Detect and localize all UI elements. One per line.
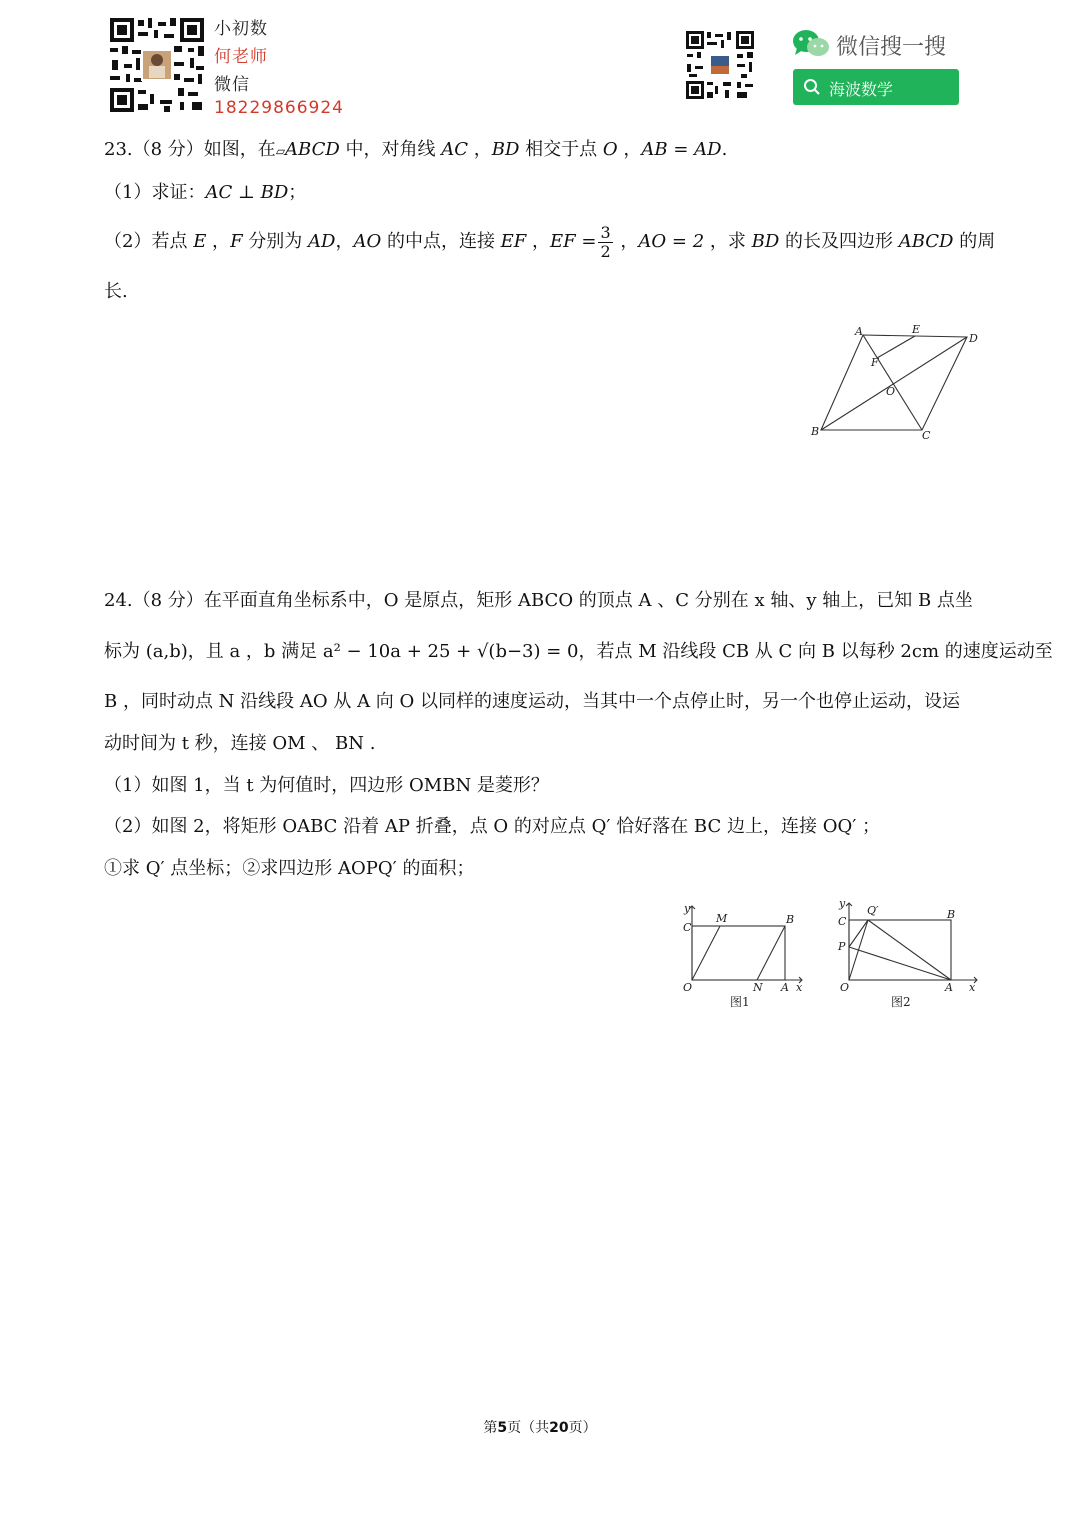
fig24b-label-x: x — [969, 981, 976, 994]
q23-text: . — [721, 139, 728, 160]
q23-text: ， — [526, 231, 551, 252]
q24-line3: B ，同时动点 N 沿线段 AO 从 A 向 O 以同样的速度运动，当其中一个点停止时，另一个也停止运动，设运 — [104, 691, 960, 712]
q23-text: ， — [617, 139, 642, 160]
fig24b-label-a: A — [945, 981, 953, 994]
q23-text: 相交于点 — [519, 139, 603, 160]
q23-text: ，求 — [704, 231, 752, 252]
fig23-label-a: A — [855, 325, 863, 338]
wechat-search-button[interactable] — [793, 69, 959, 105]
fig24a-label-m: M — [716, 912, 728, 925]
q23-abcd: ABCD — [898, 231, 954, 252]
q23-e: E — [193, 231, 207, 252]
q24-line1: 24.（8 分）在平面直角坐标系中，O 是原点，矩形 ABCO 的顶点 A 、C 分别在 x 轴、y 轴上，已知 B 点坐 — [104, 590, 973, 611]
fig23-label-c: C — [922, 429, 931, 442]
q23-o: O — [602, 139, 618, 160]
q24-part1: （1）如图 1，当 t 为何值时，四边形 OMBN 是菱形？ — [104, 775, 549, 796]
q23-text: （2）若点 — [104, 231, 194, 252]
q24-part3: ①求 Q′ 点坐标；②求四边形 AOPQ′ 的面积； — [104, 858, 475, 879]
q23-line1 — [104, 141, 727, 159]
fraction-three-halves — [598, 224, 612, 260]
q23-text: 中，对角线 — [339, 139, 442, 160]
q23-text: ， — [335, 231, 354, 252]
contact-line-phone: 18229866924 — [214, 98, 344, 118]
wechat-search-title: 微信搜一搜 — [836, 35, 947, 60]
q23-part1-eq: AC ⊥ BD — [205, 182, 289, 203]
figure-parallelogram — [805, 322, 985, 447]
q23-bd: BD — [491, 139, 520, 160]
fig24b-label-b: B — [947, 908, 956, 921]
figure-24-2 — [832, 895, 982, 1015]
q23-f: F — [230, 231, 243, 252]
fig24a-label-c: C — [683, 921, 692, 934]
teacher-contact — [214, 14, 344, 122]
fig24a-label-n: N — [753, 981, 763, 994]
fig24a-label-y: y — [684, 902, 691, 915]
footer-page-number: 5 — [497, 1420, 508, 1436]
fig24a-label-b: B — [786, 913, 795, 926]
q24-part2: （2）如图 2，将矩形 OABC 沿着 AP 折叠，点 O 的对应点 Q′ 恰好落在 BC 边上，连接 OQ′ ； — [104, 816, 881, 837]
fig24a-caption: 图1 — [730, 995, 750, 1009]
fig24b-label-p: P — [838, 940, 846, 953]
q23-text: 的长及四边形 — [779, 231, 899, 252]
q23-ab-eq-ad: AB = AD — [641, 139, 722, 160]
q23-part1 — [104, 184, 306, 202]
q23-text: 的中点，连接 — [381, 231, 501, 252]
q23-ef-eq: EF = — [550, 231, 597, 252]
fig24a-label-a: A — [781, 981, 789, 994]
qr-code-right — [685, 30, 755, 100]
q23-text: ， — [468, 139, 492, 160]
q23-part1-label: （1）求证： — [104, 182, 206, 203]
q23-text: ， — [206, 231, 231, 252]
parallelogram-symbol: ▱ — [275, 144, 286, 158]
contact-line-subject: 小初数 — [214, 19, 268, 39]
q23-text: 分别为 — [242, 231, 309, 252]
fraction-numerator: 3 — [600, 222, 611, 242]
q23-bd: BD — [751, 231, 780, 252]
q23-text: ， — [614, 231, 639, 252]
q23-part2 — [104, 220, 995, 264]
footer-total-pages: 20 — [549, 1420, 569, 1436]
fig24a-label-x: x — [796, 981, 803, 994]
q24-line4: 动时间为 t 秒，连接 OM 、 BN . — [104, 733, 376, 754]
fig24b-label-q-prime: Q′ — [867, 904, 879, 917]
wechat-icon — [792, 28, 830, 60]
fig23-label-f: F — [871, 356, 879, 369]
q23-ad: AD — [308, 231, 336, 252]
wechat-search-banner — [792, 26, 962, 106]
footer-post: 页） — [568, 1420, 597, 1436]
figure-24-1 — [676, 900, 806, 1015]
contact-line-wechat: 微信 — [214, 75, 250, 95]
q23-abcd: ABCD — [285, 139, 340, 160]
footer-mid: 页（共 — [507, 1420, 550, 1436]
fig24b-caption: 图2 — [891, 995, 911, 1009]
fig23-label-e: E — [912, 323, 921, 336]
fig24a-label-o: O — [683, 981, 693, 994]
q23-ao-eq: AO = 2 — [638, 231, 705, 252]
fig24b-label-c: C — [838, 915, 847, 928]
qr-code-left — [108, 16, 206, 114]
fig24b-label-o: O — [840, 981, 850, 994]
q23-text: 的周 — [953, 231, 996, 252]
q23-ef: EF — [500, 231, 527, 252]
q23-part2-tail — [104, 283, 128, 301]
page-footer — [0, 1417, 1080, 1437]
contact-line-teacher: 何老师 — [214, 47, 268, 67]
q23-text: 23.（8 分）如图，在 — [104, 139, 276, 160]
fig23-label-o: O — [886, 385, 896, 398]
q23-ac: AC — [441, 139, 469, 160]
fig23-label-d: D — [969, 332, 978, 345]
fraction-denominator: 2 — [600, 241, 611, 261]
q23-text: ； — [288, 182, 307, 203]
footer-pre: 第 — [483, 1420, 498, 1436]
fig24b-label-y: y — [839, 897, 846, 910]
search-icon — [803, 78, 821, 96]
q23-ao: AO — [353, 231, 382, 252]
fig23-label-b: B — [811, 425, 820, 438]
q24-line2: 标为 (a,b)，且 a ，b 满足 a² − 10a + 25 + √(b−3) = 0，若点 M 沿线段 CB 从 C 向 B 以每秒 2cm 的速度运动至 — [104, 641, 1053, 662]
q23-text: 长. — [104, 281, 128, 302]
wechat-search-button-label: 海波数学 — [829, 80, 894, 99]
